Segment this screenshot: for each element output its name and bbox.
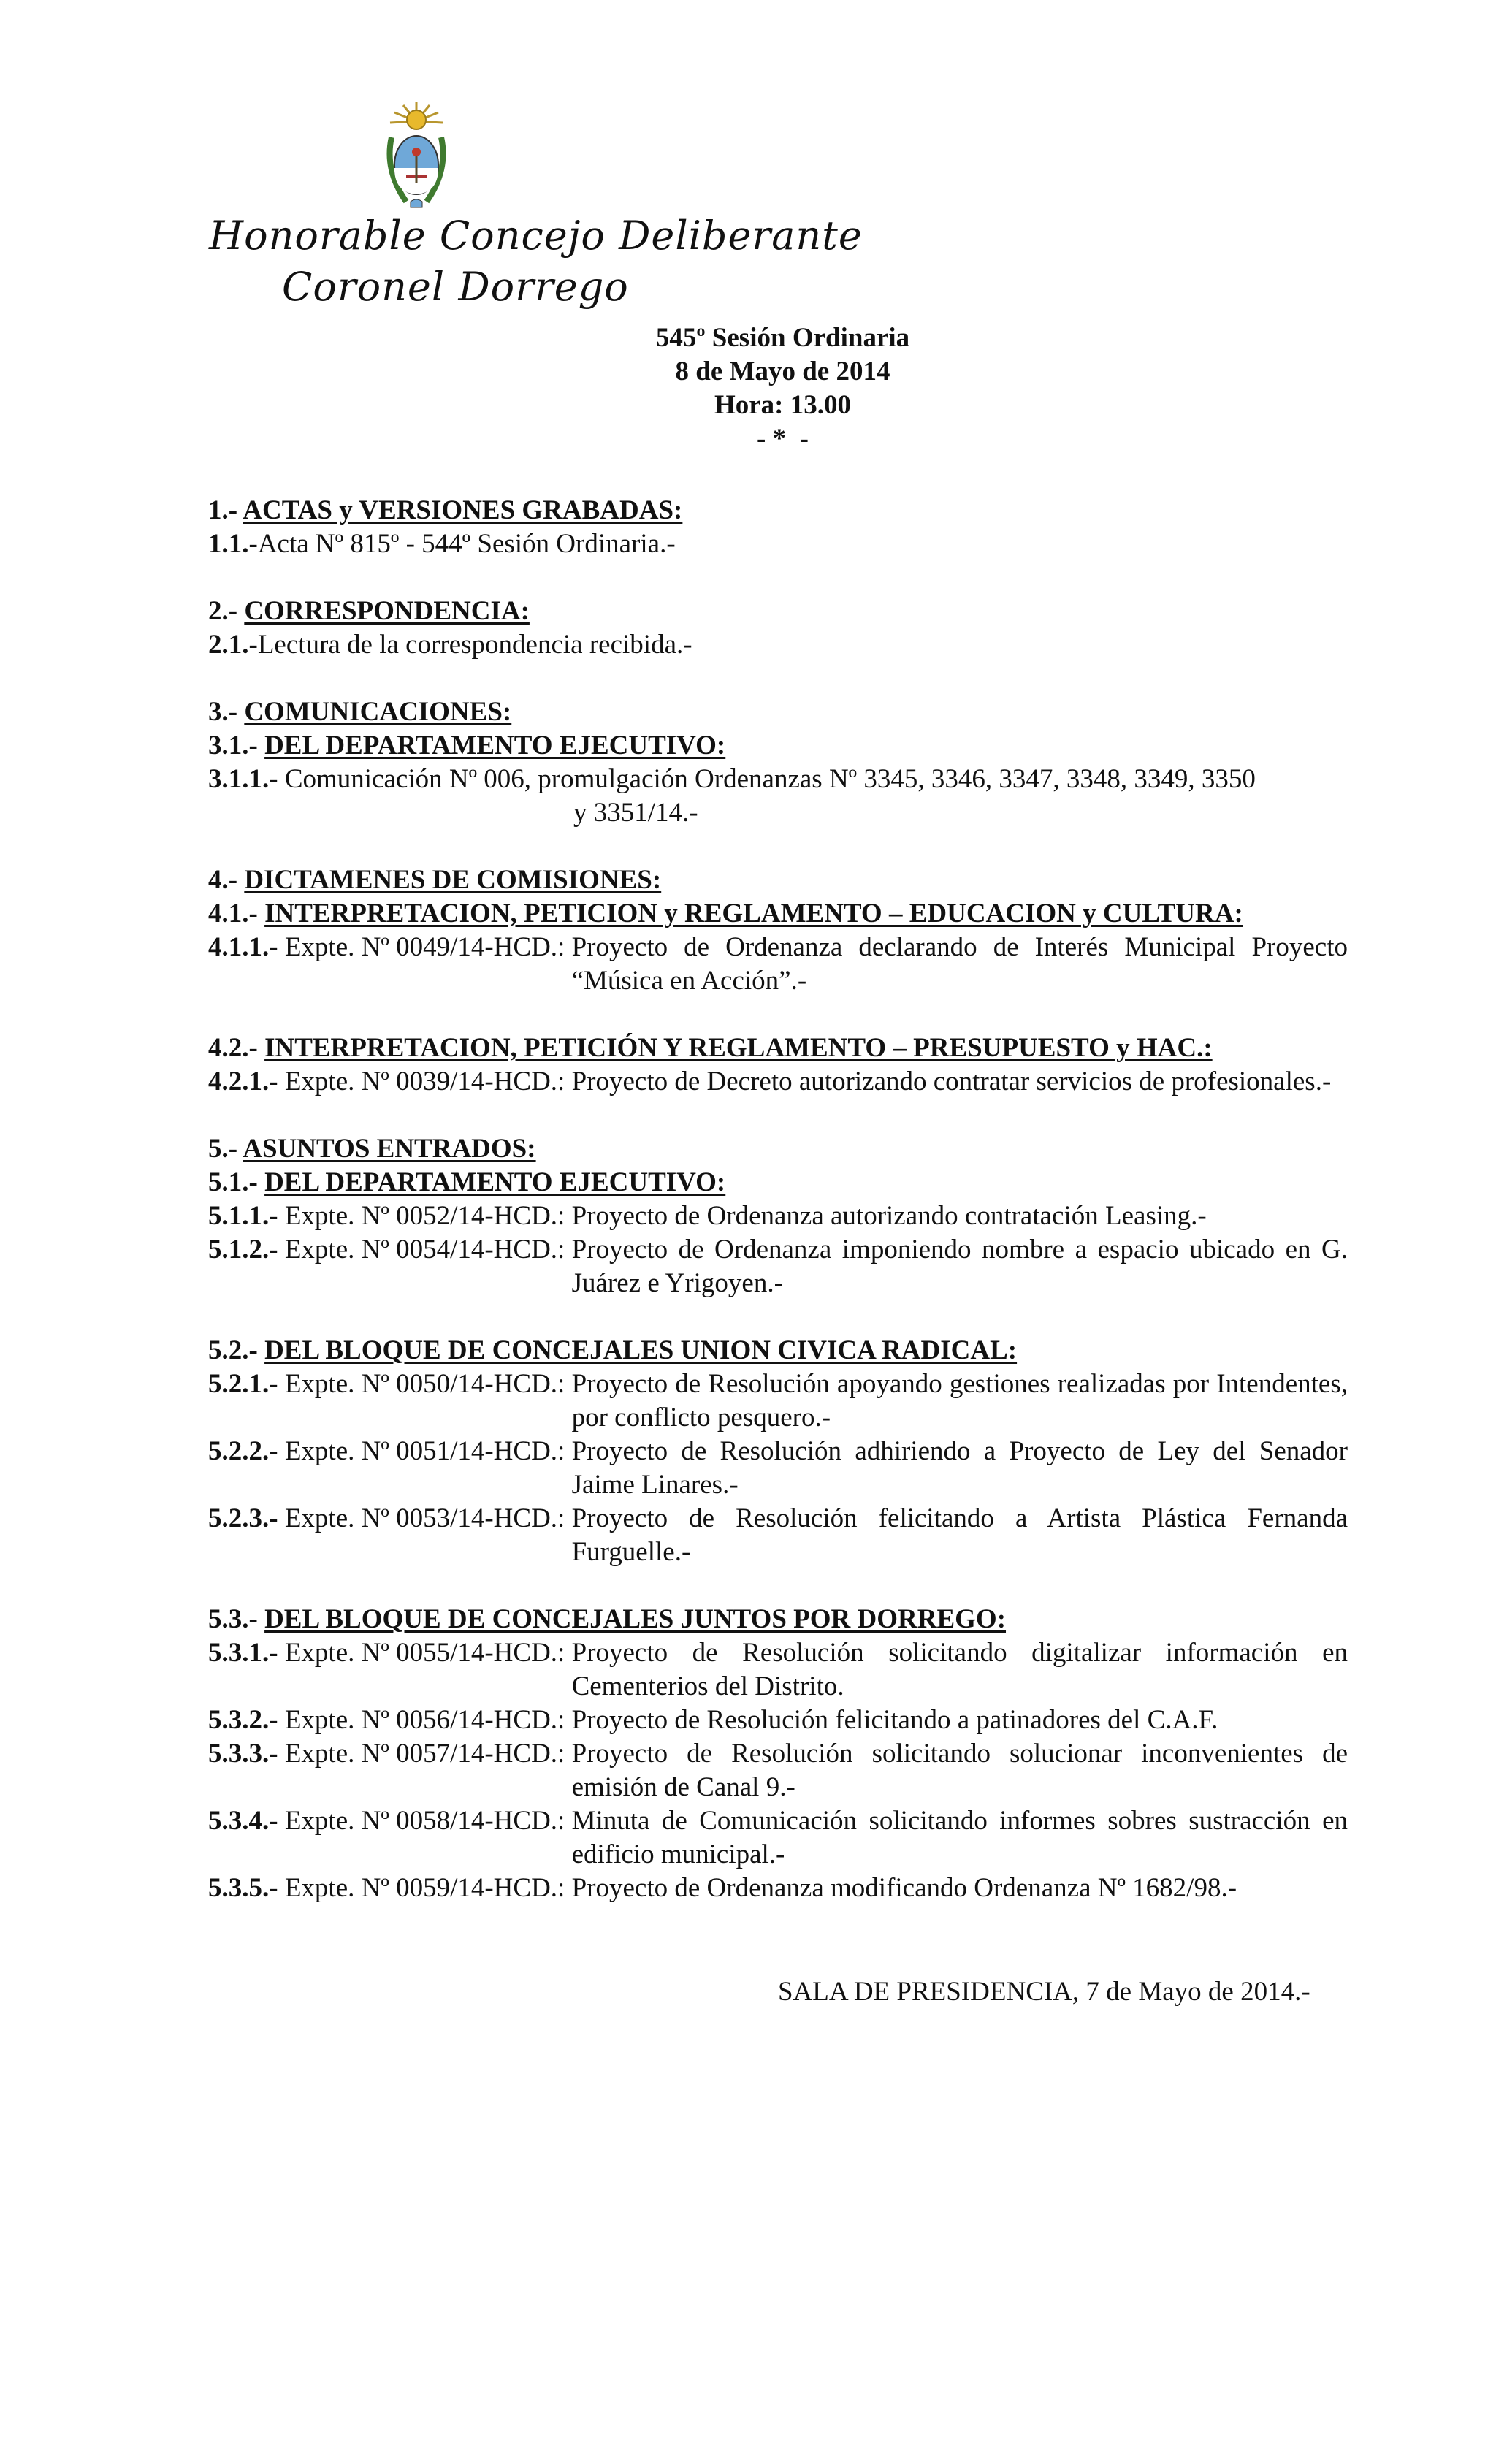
agenda-item: 5.3.4.- Expte. Nº 0058/14-HCD.: Minuta de Comunicación solicitando informes sobres sustracción en edificio municipal.- (208, 1806, 1348, 1869)
subsection-heading: 5.1.- DEL DEPARTAMENTO EJECUTIVO: (208, 1167, 726, 1197)
section-heading: 2.- CORRESPONDENCIA: (208, 596, 530, 626)
agenda-item: 1.1.- Acta Nº 815º - 544º Sesión Ordinaria.- (208, 529, 676, 559)
subsection-heading: 4.2.- INTERPRETACION, PETICIÓN Y REGLAMENTO – PRESUPUESTO y HAC.: (208, 1033, 1213, 1063)
agenda-item: 2.1.- Lectura de la correspondencia recibida.- (208, 630, 692, 660)
session-separator: - * - (757, 424, 809, 454)
session-time: Hora: 13.00 (714, 390, 852, 420)
subsection-heading: 5.3.- DEL BLOQUE DE CONCEJALES JUNTOS POR DORREGO: (208, 1604, 1007, 1634)
agenda-item: 5.3.3.- Expte. Nº 0057/14-HCD.: Proyecto de Resolución solicitando solucionar inconvenientes de emisión de Canal 9.- (208, 1739, 1348, 1802)
agenda-item: 5.2.1.- Expte. Nº 0050/14-HCD.: Proyecto de Resolución apoyando gestiones realizadas por Intendentes, por conflicto pesquero.- (208, 1369, 1348, 1433)
session-header (0, 321, 1496, 456)
subsection-heading: 4.1.- INTERPRETACION, PETICION y REGLAMENTO – EDUCACION y CULTURA: (208, 899, 1243, 928)
coat-of-arms-icon (381, 101, 451, 210)
agenda-item: 5.3.1.- Expte. Nº 0055/14-HCD.: Proyecto de Resolución solicitando digitalizar información en Cementerios del Distrito. (208, 1638, 1348, 1701)
agenda-item: 5.3.2.- Expte. Nº 0056/14-HCD.: Proyecto de Resolución felicitando a patinadores del C.A.F. (208, 1705, 1218, 1735)
agenda-item: 5.2.2.- Expte. Nº 0051/14-HCD.: Proyecto de Resolución adhiriendo a Proyecto de Ley del Senador Jaime Linares.- (208, 1436, 1348, 1500)
session-date: 8 de Mayo de 2014 (675, 356, 890, 386)
agenda-item: 4.1.1.- Expte. Nº 0049/14-HCD.: Proyecto de Ordenanza declarando de Interés Municipal Proyecto “Música en Acción”.- (208, 932, 1348, 996)
institution-line-1: Honorable Concejo Deliberante (209, 213, 863, 259)
signature-line: SALA DE PRESIDENCIA, 7 de Mayo de 2014.- (778, 1977, 1310, 2007)
subsection-heading: 5.2.- DEL BLOQUE DE CONCEJALES UNION CIVICA RADICAL: (208, 1335, 1018, 1365)
agenda-item: 4.2.1.- Expte. Nº 0039/14-HCD.: Proyecto de Decreto autorizando contratar servicios de profesionales.- (208, 1067, 1332, 1096)
agenda-item: 5.1.1.- Expte. Nº 0052/14-HCD.: Proyecto de Ordenanza autorizando contratación Leasing.- (208, 1201, 1207, 1231)
subsection-heading: 3.1.- DEL DEPARTAMENTO EJECUTIVO: (208, 731, 726, 760)
section-heading: 1.- ACTAS y VERSIONES GRABADAS: (208, 495, 683, 525)
section-heading: 5.- ASUNTOS ENTRADOS: (208, 1134, 536, 1164)
session-title: 545º Sesión Ordinaria (655, 323, 910, 353)
section-heading: 4.- DICTAMENES DE COMISIONES: (208, 865, 662, 895)
agenda-item: 5.1.2.- Expte. Nº 0054/14-HCD.: Proyecto de Ordenanza imponiendo nombre a espacio ubicado en G. Juárez e Yrigoyen.- (208, 1235, 1348, 1298)
institution-line-2: Coronel Dorrego (282, 264, 629, 310)
agenda (208, 494, 1348, 1905)
section-heading: 3.- COMUNICACIONES: (208, 697, 512, 727)
agenda-item: 5.3.5.- Expte. Nº 0059/14-HCD.: Proyecto de Ordenanza modificando Ordenanza Nº 1682/98.- (208, 1873, 1237, 1903)
agenda-item: 5.2.3.- Expte. Nº 0053/14-HCD.: Proyecto de Resolución felicitando a Artista Plástica Fernanda Furguelle.- (208, 1503, 1348, 1567)
agenda-item: 3.1.1.- Comunicación Nº 006, promulgación Ordenanzas Nº 3345, 3346, 3347, 3348, 3349, 3350 y 3351/14.- (208, 764, 1256, 828)
institution-name (209, 210, 863, 313)
